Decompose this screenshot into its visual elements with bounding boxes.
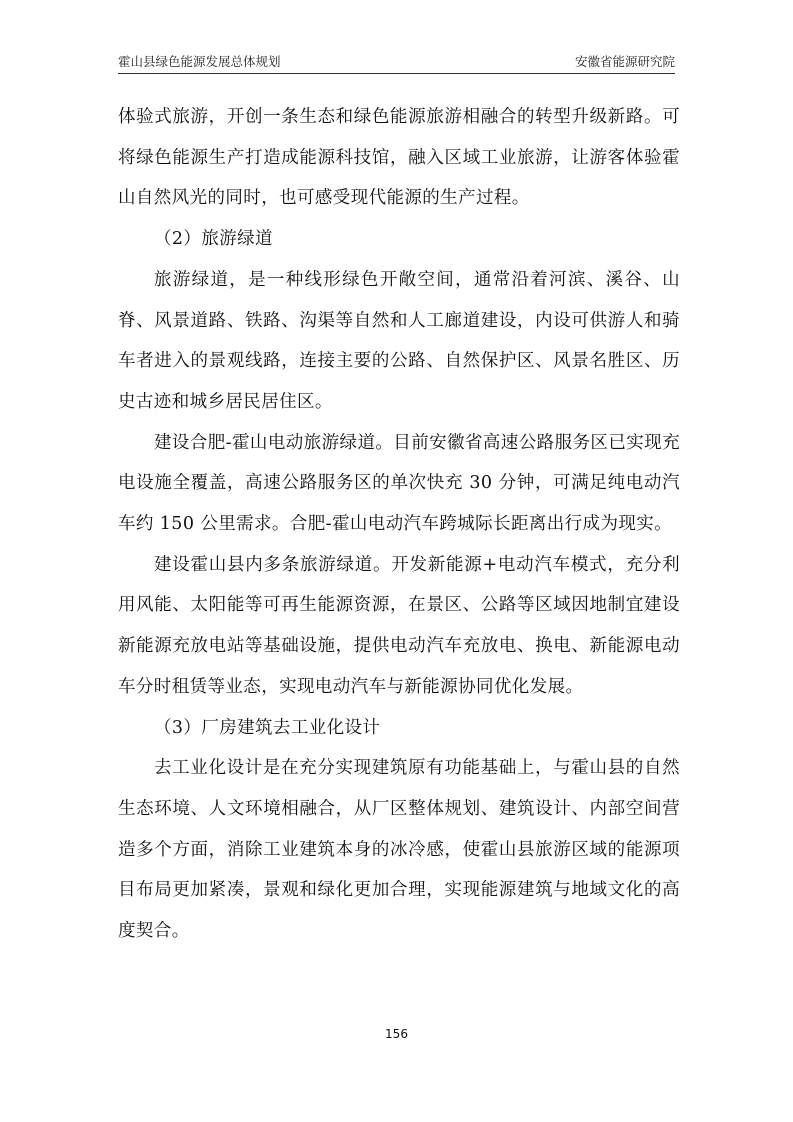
running-header bbox=[118, 52, 675, 72]
section-heading-deindustrialization: （3）厂房建筑去工业化设计 bbox=[154, 717, 381, 738]
page-body bbox=[118, 97, 680, 952]
paragraph-greenway-definition: 旅游绿道，是一种线形绿色开敞空间，通常沿着河滨、溪谷、山脊、风景道路、铁路、沟渠等自然和人工廊道建设，内设可供游人和骑车者进入的景观线路，连接主要的公路、自然保护区、风景名胜区、历史古迹和城乡居民居住区。 bbox=[118, 269, 680, 412]
paragraph-hefei-huoshan-greenway: 建设合肥-霍山电动旅游绿道。目前安徽省高速公路服务区已实现充电设施全覆盖，高速公路服务区的单次快充 30 分钟，可满足纯电动汽车约 150 公里需求。合肥-霍山电动汽车跨城际长距离出行成为现实。 bbox=[118, 432, 680, 535]
paragraph-continuation: 体验式旅游，开创一条生态和绿色能源旅游相融合的转型升级新路。可将绿色能源生产打造成能源科技馆，融入区域工业旅游，让游客体验霍山自然风光的同时，也可感受现代能源的生产过程。 bbox=[118, 107, 680, 209]
paragraph-deindustrialization-design: 去工业化设计是在充分实现建筑原有功能基础上，与霍山县的自然生态环境、人文环境相融合，从厂区整体规划、建筑设计、内部空间营造多个方面，消除工业建筑本身的冰冷感，使霍山县旅游区域的能源项目布局更加紧凑，景观和绿化更加合理，实现能源建筑与地域文化的高度契合。 bbox=[118, 758, 680, 942]
page-number: 156 bbox=[385, 1027, 408, 1041]
header-organization: 安徽省能源研究院 bbox=[574, 54, 675, 69]
header-divider bbox=[118, 73, 675, 74]
paragraph-county-greenways: 建设霍山县内多条旅游绿道。开发新能源+电动汽车模式，充分利用风能、太阳能等可再生能源资源，在景区、公路等区域因地制宜建设新能源充放电站等基础设施，提供电动汽车充放电、换电、新能源电动车分时租赁等业态，实现电动汽车与新能源协同优化发展。 bbox=[118, 554, 680, 697]
section-heading-greenway: （2）旅游绿道 bbox=[154, 229, 273, 250]
header-document-title: 霍山县绿色能源发展总体规划 bbox=[118, 54, 281, 69]
